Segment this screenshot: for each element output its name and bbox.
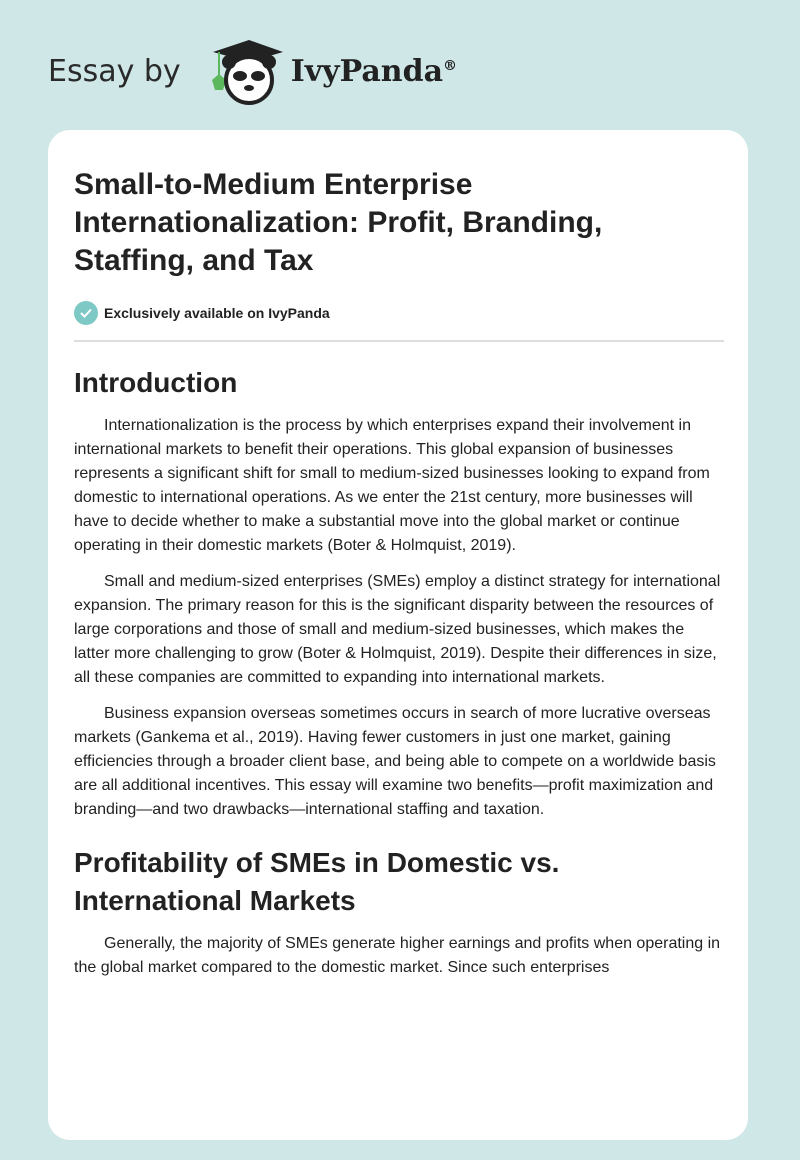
registered-mark: ® xyxy=(443,57,458,74)
site-header xyxy=(48,36,457,106)
brand-name[interactable] xyxy=(291,54,457,89)
check-icon xyxy=(74,301,98,325)
essay-card xyxy=(48,130,748,1140)
paragraph: Generally, the majority of SMEs generate higher earnings and profits when operating in the global market compared to the domestic market. Since such enterprises xyxy=(74,935,721,976)
exclusive-badge xyxy=(74,301,724,325)
section-heading-profitability: Profitability of SMEs in Domestic vs. International Markets xyxy=(74,847,560,916)
divider xyxy=(74,340,724,342)
ivypanda-logo-icon[interactable] xyxy=(199,36,285,106)
brand-text: IvyPanda xyxy=(290,53,444,89)
paragraph: Business expansion overseas sometimes occurs in search of more lucrative overseas markets (Gankema et al., 2019). Having fewer customers in just one market, gaining efficiencies through a broader client base, and being able to compete on a worldwide basis are all additional incentives. This essay will examine two benefits—profit maximization and branding—and two drawbacks—international staffing and taxation. xyxy=(74,705,716,818)
essay-by-label: Essay by xyxy=(48,53,181,89)
section-heading-introduction: Introduction xyxy=(74,367,238,398)
essay-title: Small-to-Medium Enterprise Internationalization: Profit, Branding, Staffing, and Tax xyxy=(74,168,603,277)
paragraph: Small and medium-sized enterprises (SMEs) employ a distinct strategy for international expansion. The primary reason for this is the significant disparity between the resources of large corporations and those of small and medium-sized businesses, which makes the latter more challenging to grow (Boter & Holmquist, 2019). Despite their differences in size, all these companies are committed to expanding into international markets. xyxy=(74,573,721,686)
paragraph: Internationalization is the process by which enterprises expand their involvement in international markets to benefit their operations. This global expansion of businesses represents a significant shift for small to medium-sized businesses looking to expand from domestic to international operations. As we enter the 21st century, more businesses will have to decide whether to make a substantial move into the global market or continue operating in their domestic markets (Boter & Holmquist, 2019). xyxy=(74,417,710,554)
badge-text: Exclusively available on IvyPanda xyxy=(104,305,330,321)
